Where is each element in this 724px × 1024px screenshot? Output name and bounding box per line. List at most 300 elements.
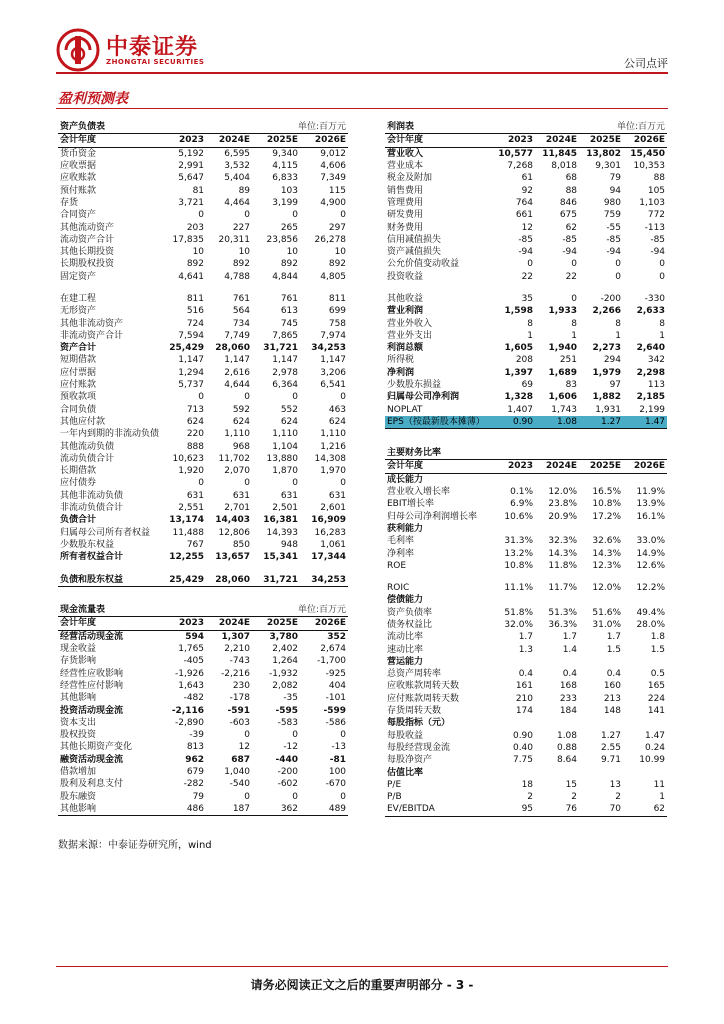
value-cell: 62 (565, 222, 578, 233)
value-cell: 4,805 (320, 271, 347, 282)
value-cell: 761 (280, 294, 299, 304)
value-cell: -670 (325, 779, 347, 790)
value-cell: 79 (609, 173, 622, 184)
row-label: 少数股东损益 (387, 380, 442, 391)
row-label: 长期股权投资 (60, 259, 115, 270)
value-cell: 1.8 (650, 632, 666, 643)
value-cell: 113 (647, 380, 666, 391)
row-label: 流动比率 (387, 632, 424, 643)
value-cell: 1.7 (518, 632, 534, 643)
brand-name-cn: 中泰证券 (106, 35, 199, 60)
row-label: 应付账款周转天数 (387, 693, 460, 704)
row-label: 借款增加 (60, 767, 97, 777)
value-cell: 3,206 (320, 367, 347, 378)
table-row (385, 172, 667, 184)
row-label: 营运能力 (387, 656, 424, 667)
value-cell: 34,253 (311, 343, 347, 354)
value-cell: 20,311 (218, 234, 251, 245)
value-cell (491, 523, 535, 535)
value-cell: 1,979 (592, 367, 622, 378)
value-cell: 0 (571, 259, 578, 270)
value-cell: 1,765 (178, 644, 205, 655)
value-cell: 31,721 (252, 573, 300, 586)
row-label: 长期借款 (60, 466, 97, 477)
value-cell: 1,307 (221, 631, 251, 642)
value-cell: 2 (527, 792, 534, 803)
value-cell: 0 (340, 392, 347, 403)
value-cell: 962 (185, 754, 205, 765)
value-cell: 265 (280, 222, 299, 233)
table-row (385, 560, 667, 572)
row-label: 归属母公司所有者权益 (60, 527, 151, 538)
value-cell: -482 (183, 693, 205, 704)
value-cell: 100 (328, 767, 347, 777)
value-cell: 2,501 (272, 503, 299, 514)
value-cell: 220 (186, 429, 205, 440)
value-cell: 0.4 (518, 669, 534, 680)
value-cell: 187 (206, 803, 252, 816)
table-row (58, 258, 348, 270)
value-cell: -282 (183, 779, 205, 790)
row-label: 非流动负债合计 (60, 503, 124, 514)
value-cell: 1,407 (507, 404, 534, 415)
value-cell: 105 (647, 185, 666, 196)
value-cell: 2,199 (639, 404, 666, 415)
value-cell: 26,278 (314, 234, 347, 245)
row-label: 营业外支出 (387, 330, 433, 341)
value-cell: 11.9% (636, 487, 666, 498)
document-type: 公司点评 (624, 57, 668, 70)
row-label: 负债合计 (60, 515, 97, 526)
table-row (58, 630, 348, 643)
column-header-year: 2024E (535, 134, 579, 147)
table-row (58, 790, 348, 802)
table-row (58, 692, 348, 704)
value-cell: 32.3% (548, 536, 578, 547)
table-row (385, 379, 667, 391)
value-cell: 1 (571, 330, 578, 341)
value-cell (623, 656, 667, 668)
value-cell: 0 (340, 210, 347, 221)
table-title-row (58, 121, 348, 134)
value-cell: 699 (328, 306, 347, 317)
value-cell: 12,255 (169, 552, 205, 563)
table-row (385, 404, 667, 416)
value-cell: 486 (160, 803, 206, 816)
row-label: EPS（按最新股本摊薄） (385, 416, 491, 429)
table-row (58, 440, 348, 452)
row-label: 在建工程 (60, 294, 97, 304)
value-cell: 624 (186, 416, 205, 427)
value-cell: 13 (609, 779, 622, 790)
value-cell: 1.08 (556, 730, 578, 741)
row-label: 利润总额 (387, 343, 424, 354)
value-cell: 0 (615, 271, 622, 282)
value-cell: 764 (515, 197, 534, 208)
value-cell: 0 (198, 210, 205, 221)
row-label: 所得税 (387, 355, 415, 366)
table-title-row (385, 447, 667, 460)
value-cell: 1,110 (272, 429, 299, 440)
value-cell: -743 (229, 656, 251, 667)
value-cell: -94 (518, 247, 534, 258)
value-cell: 3,780 (269, 631, 299, 642)
row-label: P/E (387, 779, 402, 790)
value-cell: 233 (559, 693, 578, 704)
value-cell: 0 (571, 294, 578, 304)
table-row (385, 791, 667, 803)
value-cell: 772 (647, 210, 666, 221)
value-cell: 631 (280, 490, 299, 501)
row-label: 合同负债 (60, 404, 97, 415)
value-cell: 16.5% (592, 487, 622, 498)
value-cell: 14,308 (314, 453, 347, 464)
value-cell: 12.0% (592, 583, 622, 594)
value-cell (579, 766, 623, 778)
value-cell: 2,674 (320, 644, 347, 655)
table-row (58, 428, 348, 440)
value-cell (535, 473, 579, 486)
table-row (385, 594, 667, 606)
row-gap (58, 283, 348, 293)
value-cell: 734 (232, 318, 251, 329)
value-cell: 224 (647, 693, 666, 704)
table-row (385, 779, 667, 791)
value-cell: 7.75 (512, 755, 534, 766)
table-row (385, 668, 667, 680)
value-cell: 5,647 (178, 173, 205, 184)
value-cell: 92 (521, 185, 534, 196)
value-cell (491, 717, 535, 729)
row-label: 资产减值损失 (387, 247, 442, 258)
row-label: 负债和股东权益 (58, 573, 160, 586)
value-cell: 7,349 (320, 173, 347, 184)
value-cell: 8 (615, 318, 622, 329)
value-cell: 10.8% (504, 560, 534, 571)
value-cell: -1,700 (317, 656, 347, 667)
value-cell: 31.3% (504, 536, 534, 547)
row-label: 其他长期投资 (60, 247, 115, 258)
value-cell: 0 (340, 791, 347, 802)
column-header-year: 2025E (252, 134, 300, 147)
value-cell: 892 (328, 259, 347, 270)
gap-cell (58, 283, 348, 293)
value-cell: 8 (571, 318, 578, 329)
value-cell: 0 (340, 730, 347, 741)
value-cell: 4,844 (272, 271, 299, 282)
table-row (58, 404, 348, 416)
gap-cell (385, 572, 667, 582)
value-cell: 6,833 (272, 173, 299, 184)
table-row (58, 367, 348, 379)
column-header-year: 2026E (623, 460, 667, 473)
section-divider (56, 108, 668, 109)
value-cell: -113 (644, 222, 666, 233)
value-cell: -2,116 (171, 705, 205, 716)
value-cell: -603 (229, 717, 251, 728)
row-label: 财务费用 (387, 222, 424, 233)
value-cell: 761 (232, 294, 251, 304)
value-cell: 2,551 (178, 503, 205, 514)
value-cell: 213 (603, 693, 622, 704)
table-row (58, 221, 348, 233)
value-cell: 184 (559, 706, 578, 717)
value-cell: 1,931 (595, 404, 622, 415)
table-row (385, 535, 667, 547)
value-cell: 0 (198, 392, 205, 403)
value-cell (535, 523, 579, 535)
value-cell (535, 766, 579, 778)
value-cell: -2,890 (175, 717, 205, 728)
value-cell: 2,402 (272, 644, 299, 655)
table-row (58, 573, 348, 586)
table-row (385, 367, 667, 379)
row-label: 其他应付款 (60, 416, 106, 427)
value-cell: 12.6% (636, 560, 666, 571)
value-cell: 16,283 (314, 527, 347, 538)
value-cell: 767 (186, 539, 205, 550)
value-cell: 1,606 (548, 392, 578, 403)
value-cell: 892 (232, 259, 251, 270)
table-row (385, 246, 667, 258)
value-cell: 51.8% (504, 607, 534, 618)
table-row (58, 391, 348, 403)
value-cell: 2,978 (272, 367, 299, 378)
value-cell: -12 (283, 742, 299, 753)
table-row (58, 342, 348, 354)
value-cell: 62 (623, 803, 667, 816)
row-label: 其他长期资产变化 (60, 742, 133, 753)
column-header-year: 2025E (579, 134, 623, 147)
table-title-row (385, 121, 667, 134)
value-cell: 463 (328, 404, 347, 415)
table-row (385, 643, 667, 655)
value-cell: 6,364 (272, 380, 299, 391)
page-footer: 请务必阅读正文之后的重要声明部分 - 3 - (250, 978, 474, 992)
row-label: 每股经营现金流 (387, 742, 451, 753)
value-cell: 661 (515, 210, 534, 221)
value-cell: 97 (609, 380, 622, 391)
table-row (58, 184, 348, 196)
value-cell: -101 (325, 693, 347, 704)
value-cell: 16.1% (636, 511, 666, 522)
value-cell: 362 (252, 803, 300, 816)
column-header-year: 2024E (206, 617, 252, 630)
value-cell: 1,147 (320, 355, 347, 366)
row-label: 信用减值损失 (387, 234, 442, 245)
value-cell (623, 594, 667, 606)
cash-flow-table (58, 604, 348, 816)
table-row (58, 655, 348, 667)
value-cell: 850 (232, 539, 251, 550)
value-cell: 679 (186, 767, 205, 777)
value-cell: 516 (186, 306, 205, 317)
table-row (385, 160, 667, 172)
row-label: P/B (387, 792, 402, 803)
table-row (385, 197, 667, 209)
value-cell: 1,743 (551, 404, 578, 415)
value-cell (623, 717, 667, 729)
value-cell: 1,970 (320, 466, 347, 477)
table-row (58, 490, 348, 502)
row-label: 股利及利息支付 (60, 779, 124, 790)
value-cell: 17,344 (311, 552, 347, 563)
table-row (385, 271, 667, 283)
value-cell: 4,641 (178, 271, 205, 282)
table-row (58, 551, 348, 563)
value-cell: 592 (232, 404, 251, 415)
table-row (58, 643, 348, 655)
value-cell: 22 (565, 271, 578, 282)
value-cell: 7,594 (178, 330, 205, 341)
row-label: 营业成本 (387, 161, 424, 172)
table-row (385, 717, 667, 729)
value-cell: 165 (647, 681, 666, 692)
value-cell: 1,294 (178, 367, 205, 378)
value-cell: -540 (229, 779, 251, 790)
value-cell: 811 (186, 294, 205, 304)
value-cell: 1,643 (178, 680, 205, 691)
value-cell: 0.4 (562, 669, 578, 680)
value-cell: 1,920 (178, 466, 205, 477)
value-cell: 813 (186, 742, 205, 753)
value-cell: 10,353 (633, 161, 666, 172)
value-cell: 18 (521, 779, 534, 790)
value-cell: 17.2% (592, 511, 622, 522)
value-cell: 1,147 (178, 355, 205, 366)
value-cell: 31.0% (592, 620, 622, 630)
table-title: 主要财务比率 (387, 448, 442, 459)
row-label: 一年内到期的非流动负债 (60, 429, 160, 440)
value-cell: 13.2% (504, 548, 534, 559)
value-cell: 631 (232, 490, 251, 501)
value-cell: -1,932 (269, 668, 299, 679)
value-cell: 10,623 (172, 453, 205, 464)
row-label: 营业利润 (387, 306, 424, 317)
value-cell: 51.6% (592, 607, 622, 618)
value-cell: 2,298 (636, 367, 666, 378)
row-label: 经营活动现金流 (60, 631, 124, 642)
row-label: 归属母公司净利润 (387, 392, 460, 403)
data-source-note: 数据来源：中泰证券研究所，wind (58, 840, 212, 851)
table-unit: 单位:百万元 (297, 605, 347, 616)
table-row (58, 160, 348, 172)
value-cell (579, 594, 623, 606)
column-header-year: 2023 (160, 617, 206, 630)
table-row (385, 184, 667, 196)
value-cell: 11.8% (548, 560, 578, 571)
value-cell: 2,616 (224, 367, 251, 378)
value-cell: 564 (232, 306, 251, 317)
table-row (58, 305, 348, 317)
value-cell: 3,721 (178, 197, 205, 208)
row-label: 净利润 (387, 367, 415, 378)
value-cell: 28,060 (206, 573, 252, 586)
page-header (0, 0, 724, 80)
table-row (58, 717, 348, 729)
value-cell: 210 (515, 693, 534, 704)
table-row (385, 582, 667, 594)
value-cell: 980 (603, 197, 622, 208)
value-cell: 76 (535, 803, 579, 816)
value-cell: 0.90 (491, 416, 535, 429)
row-label: 股权投资 (60, 730, 97, 741)
table-row (385, 705, 667, 717)
value-cell: 7,749 (224, 330, 251, 341)
value-cell: 251 (559, 355, 578, 366)
value-cell: 16,381 (263, 515, 299, 526)
row-label: 资产合计 (60, 343, 97, 354)
value-cell: -94 (650, 247, 666, 258)
table-row (58, 729, 348, 741)
value-cell: 94 (609, 185, 622, 196)
table-row (58, 147, 348, 160)
table-row (385, 680, 667, 692)
value-cell: 13,174 (169, 515, 205, 526)
value-cell: 2,082 (272, 680, 299, 691)
value-cell: 10.8% (592, 499, 622, 510)
table-row (58, 754, 348, 766)
table-row (58, 527, 348, 539)
value-cell: 1.27 (579, 416, 623, 429)
value-cell: 12.0% (548, 487, 578, 498)
row-label: 税金及附加 (387, 173, 433, 184)
row-label: 营业收入 (387, 148, 424, 159)
table-row (385, 391, 667, 403)
value-cell: 2,601 (320, 503, 347, 514)
value-cell (623, 523, 667, 535)
balance-sheet-table (58, 121, 348, 587)
row-gap (385, 283, 667, 293)
value-cell: 675 (559, 210, 578, 221)
value-cell: -55 (606, 222, 622, 233)
table-row (385, 416, 667, 429)
value-cell: 7,865 (272, 330, 299, 341)
value-cell: 2 (615, 792, 622, 803)
table-row (58, 330, 348, 342)
value-cell: 12 (521, 222, 534, 233)
value-cell: 2,210 (224, 644, 251, 655)
value-cell: 0 (244, 478, 251, 489)
gap-cell (58, 563, 348, 573)
row-label: 流动负债合计 (60, 453, 115, 464)
table-row (58, 354, 348, 366)
row-gap (385, 572, 667, 582)
value-cell: 13,880 (266, 453, 299, 464)
value-cell: 888 (186, 441, 205, 452)
value-cell: 713 (186, 404, 205, 415)
row-label: EV/EBITDA (385, 803, 491, 816)
value-cell: 0 (659, 259, 666, 270)
value-cell: 2 (571, 792, 578, 803)
value-cell: 14.9% (636, 548, 666, 559)
table-row (58, 704, 348, 716)
value-cell: 2,273 (592, 343, 622, 354)
row-label: 研发费用 (387, 210, 424, 221)
table-row (385, 258, 667, 270)
row-label: 无形资产 (60, 306, 97, 317)
row-label: 营业外收入 (387, 318, 433, 329)
value-cell: 0 (292, 791, 299, 802)
table-header-row (385, 460, 667, 473)
column-header-year: 2024E (535, 460, 579, 473)
value-cell: 1,870 (272, 466, 299, 477)
value-cell (579, 656, 623, 668)
value-cell: 1.27 (600, 730, 622, 741)
table-row (385, 342, 667, 354)
value-cell: 8,018 (551, 161, 578, 172)
value-cell: -583 (277, 717, 299, 728)
